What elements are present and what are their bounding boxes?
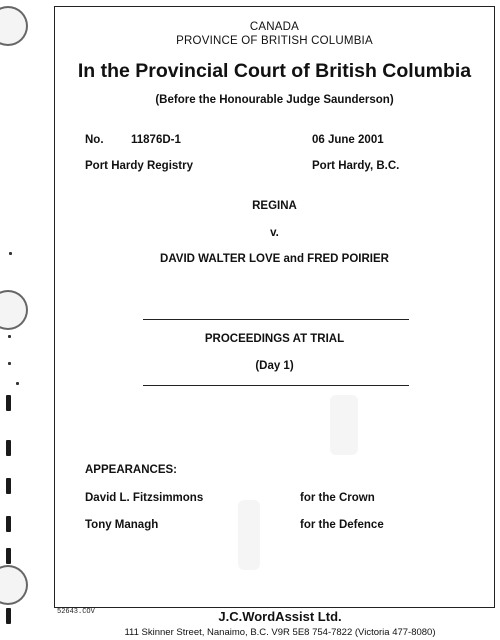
- case-date: 06 June 2001: [312, 134, 384, 146]
- punch-hole: [0, 290, 28, 330]
- binding-mark: [6, 516, 11, 532]
- binding-mark: [6, 440, 11, 456]
- appearance-role: for the Crown: [300, 492, 375, 504]
- defendants: DAVID WALTER LOVE and FRED POIRIER: [160, 253, 389, 265]
- scan-smudge: [330, 395, 358, 455]
- punch-hole: [0, 565, 28, 605]
- divider-bottom: [143, 385, 409, 386]
- binding-mark: [6, 478, 11, 494]
- firm-name: J.C.WordAssist Ltd.: [218, 609, 342, 624]
- versus: v.: [270, 227, 279, 239]
- scan-smudge: [238, 500, 260, 570]
- proceedings-day: (Day 1): [255, 360, 294, 372]
- paper-speck: [9, 252, 12, 255]
- firm-address: 111 Skinner Street, Nanaimo, B.C. V9R 5E8 754-7822 (Victoria 477-8080): [124, 627, 436, 638]
- appearance-name: David L. Fitzsimmons: [85, 492, 204, 504]
- paper-speck: [8, 335, 11, 338]
- file-code: 52643.COV: [57, 608, 95, 616]
- court-title: In the Provincial Court of British Columbia: [77, 60, 472, 82]
- binding-mark: [6, 395, 11, 411]
- case-number-label: No.: [85, 134, 104, 146]
- appearance-name: Tony Managh: [85, 519, 159, 531]
- appearance-role: for the Defence: [300, 519, 384, 531]
- plaintiff: REGINA: [252, 200, 297, 212]
- court-location: Port Hardy, B.C.: [312, 160, 400, 172]
- judge-line: (Before the Honourable Judge Saunderson): [155, 94, 394, 106]
- country-heading: CANADA: [249, 21, 300, 33]
- province-heading: PROVINCE OF BRITISH COLUMBIA: [176, 35, 373, 47]
- binding-mark: [6, 548, 11, 564]
- binding-edge: [0, 0, 40, 640]
- proceedings-title: PROCEEDINGS AT TRIAL: [204, 333, 345, 345]
- paper-speck: [16, 382, 19, 385]
- appearances-heading: APPEARANCES:: [85, 464, 178, 476]
- registry: Port Hardy Registry: [85, 160, 194, 172]
- divider-top: [143, 319, 409, 320]
- punch-hole: [0, 6, 28, 46]
- case-number: 11876D-1: [131, 134, 181, 146]
- paper-speck: [8, 362, 11, 365]
